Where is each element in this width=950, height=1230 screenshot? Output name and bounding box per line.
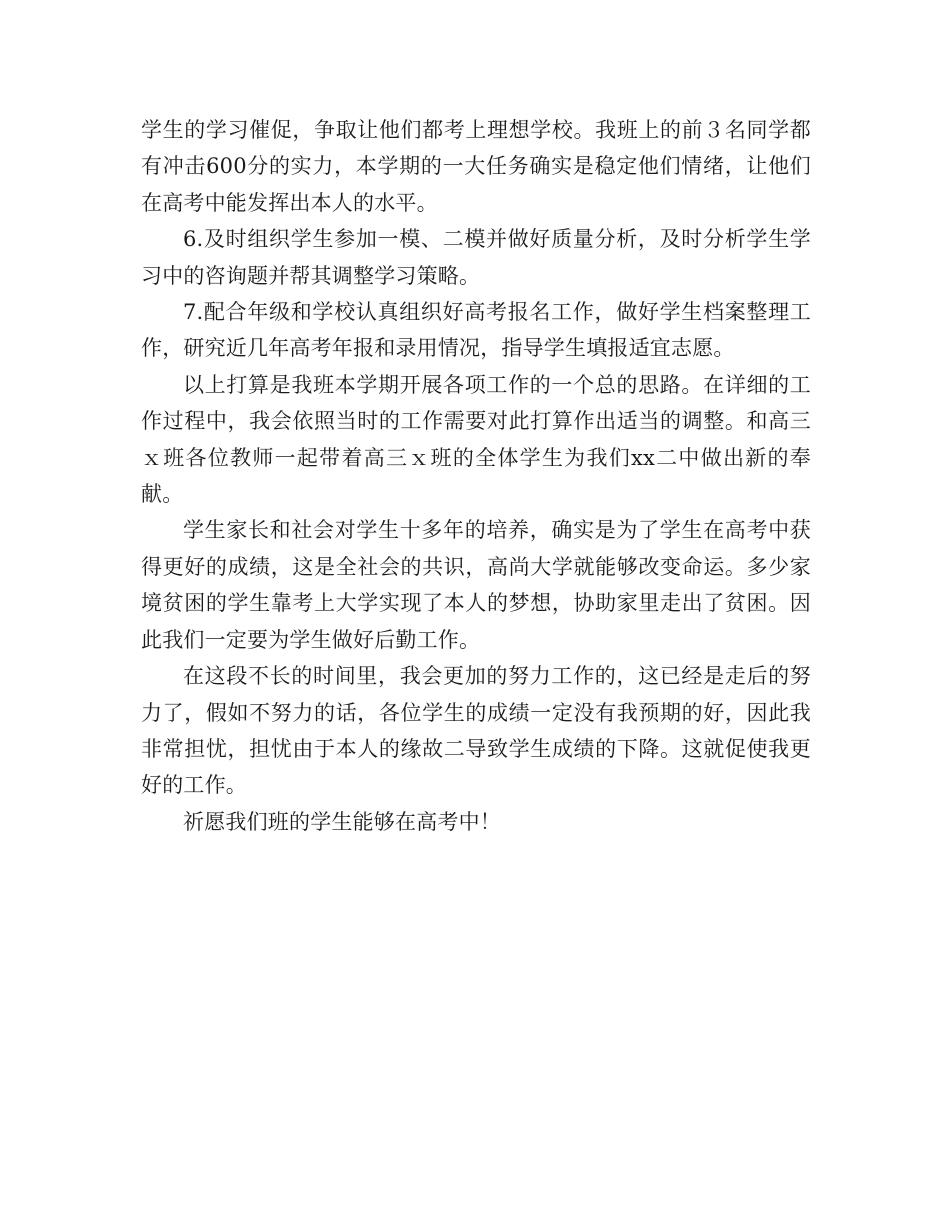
paragraph-continuation: 学生的学习催促，争取让他们都考上理想学校。我班上的前３名同学都有冲击600分的实力，本学期的一大任务确实是稳定他们情绪，让他们在高考中能发挥出本人的水平。 <box>141 118 811 215</box>
paragraph-effort: 在这段不长的时间里，我会更加的努力工作的，这已经是走后的努力了，假如不努力的话，各位学生的成绩一定没有我预期的好，因此我非常担忧，担忧由于本人的缘故二导致学生成绩的下降。这就促使我更好的工作。 <box>141 664 811 798</box>
paragraph-item-7: 7.配合年级和学校认真组织好高考报名工作，做好学生档案整理工作，研究近几年高考年报和录用情况，指导学生填报适宜志愿。 <box>141 300 811 361</box>
paragraph-parents-society: 学生家长和社会对学生十多年的培养，确实是为了学生在高考中获得更好的成绩，这是全社会的共识，高尚大学就能够改变命运。多少家境贫困的学生靠考上大学实现了本人的梦想，协助家里走出了贫困。因此我们一定要为学生做好后勤工作。 <box>141 518 811 652</box>
paragraph-plan-summary: 以上打算是我班本学期开展各项工作的一个总的思路。在详细的工作过程中，我会依照当时的工作需要对此打算作出适当的调整。和高三ｘ班各位教师一起带着高三ｘ班的全体学生为我们xx二中做出新的奉献。 <box>141 372 811 507</box>
paragraph-item-6: 6.及时组织学生参加一模、二模并做好质量分析，及时分析学生学习中的咨询题并帮其调整学习策略。 <box>141 227 811 288</box>
paragraph-closing-wish: 祈愿我们班的学生能够在高考中！ <box>183 809 501 834</box>
document-body <box>141 112 811 840</box>
